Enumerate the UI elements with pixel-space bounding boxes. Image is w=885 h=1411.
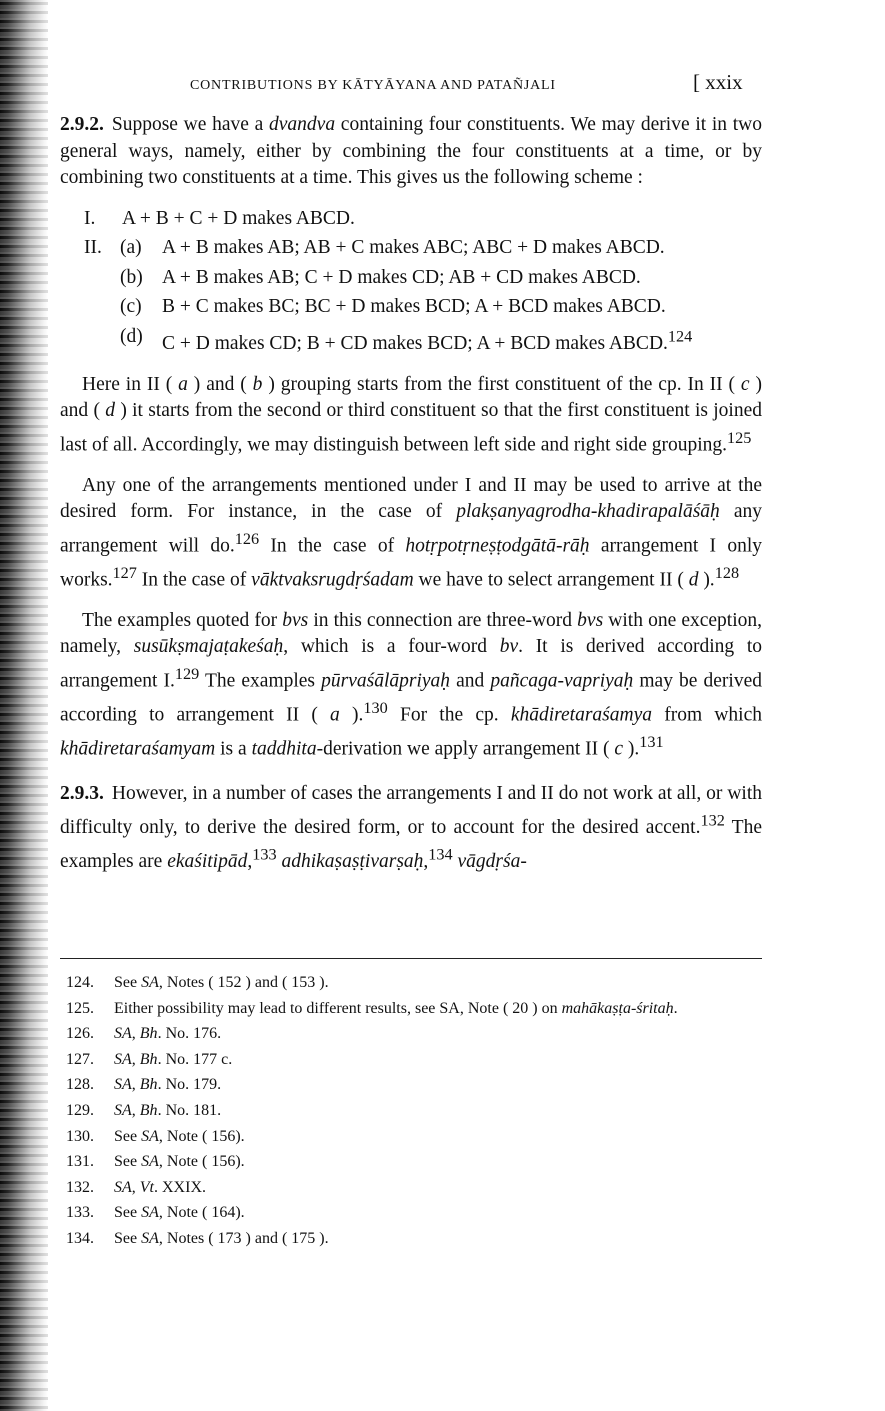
- scheme-row-II-c: [60, 294, 762, 321]
- section-number: 2.9.3.: [60, 782, 104, 804]
- footnote-number: 129.: [66, 1101, 94, 1119]
- scheme-text: A + B + C + D makes ABCD.: [122, 207, 355, 229]
- arrangement-scheme: [60, 206, 762, 358]
- footnote-text: SA, Vt. XXIX.: [114, 1178, 206, 1196]
- footnote-126: [66, 1021, 762, 1047]
- footnote-number: 134.: [66, 1229, 94, 1247]
- scheme-sub-label: (c): [120, 296, 142, 317]
- footnote-number: 128.: [66, 1076, 94, 1094]
- footnote-127: [66, 1047, 762, 1073]
- footnote-125: [66, 996, 762, 1022]
- main-text: [60, 112, 762, 889]
- footnote-text: SA, Bh. No. 177 c.: [114, 1050, 233, 1068]
- footnote-number: 127.: [66, 1050, 94, 1068]
- section-2-9-3: [60, 781, 762, 876]
- scheme-row-II-d: [60, 324, 762, 358]
- footnote-129: [66, 1098, 762, 1124]
- footnote-text: SA, Bh. No. 179.: [114, 1076, 222, 1094]
- scheme-label: II.: [84, 237, 102, 258]
- footnote-130: [66, 1124, 762, 1150]
- paragraph-grouping: Here in II ( a ) and ( b ) grouping starts from the first constituent of the cp. In II ( c ) and ( d ) it starts from the second or third constituent so that the first constituent is joined last of all. Accordingly, we may distinguish between left side and right side grouping.$^{125}$: [60, 373, 763, 455]
- scheme-sub-label: (d): [120, 325, 143, 347]
- scheme-sub-label: (a): [120, 237, 142, 258]
- scheme-row-I: [60, 206, 762, 233]
- scheme-text: B + C makes BC; BC + D makes BCD; A + BCD makes ABCD.: [162, 296, 666, 317]
- footnote-124: [66, 970, 762, 996]
- scheme-label: I.: [84, 207, 96, 229]
- footnote-text: See SA, Note ( 164).: [114, 1204, 245, 1222]
- footnote-132: [66, 1175, 762, 1201]
- scheme-text: A + B makes AB; C + D makes CD; AB + CD makes ABCD.: [162, 266, 641, 288]
- paragraph-arrangement: Any one of the arrangements mentioned under I and II may be used to arrive at the desired form. For instance, in the case of plakṣanyagrodha-khadirapalāśāḥ any arrangement will do.$^{126}$ In the case of hotṛpotṛneṣṭodgātā-rāḥ arrangement I only works.$^{127}$ In the case of vāktvaksrugdṛśadam we have to select arrangement II ( d ).$^{128}$: [60, 474, 763, 590]
- footnote-number: 133.: [66, 1204, 94, 1222]
- footnote-text: SA, Bh. No. 176.: [114, 1025, 222, 1043]
- footnote-text: SA, Bh. No. 181.: [114, 1101, 222, 1119]
- footnote-134: [66, 1226, 762, 1252]
- footnote-text: See SA, Note ( 156).: [114, 1127, 245, 1145]
- section-text: However, in a number of cases the arrangements I and II do not work at all, or with difficulty only, to derive the desired form, or to account for the desired accent.$^{132}$ The examples are ekaśitipād,$^{133}$ adhikaṣaṣṭivarṣaḥ,$^{134}$ vāgdṛśa-: [60, 782, 762, 872]
- scheme-row-II-b: [60, 265, 762, 292]
- scheme-sub-label: (b): [120, 266, 143, 288]
- footnote-number: 132.: [66, 1178, 94, 1196]
- section-text: Suppose we have a dvandva containing four constituents. We may derive it in two general ways, namely, either by combining the four constituents at a time, or by combining two constituents at a time. This gives us the following scheme :: [60, 114, 762, 188]
- scheme-text: C + D makes CD; B + CD makes BCD; A + BCD makes ABCD.$^{124}$: [162, 327, 693, 354]
- footnote-divider: [60, 958, 762, 959]
- scheme-row-II-a: [60, 235, 762, 262]
- footnote-131: [66, 1149, 762, 1175]
- footnote-text: Either possibility may lead to different results, see SA, Note ( 20 ) on mahākaṣṭa-śritaḥ.: [114, 999, 678, 1017]
- footnote-text: See SA, Note ( 156).: [114, 1153, 245, 1171]
- scanned-page-edge: [0, 0, 48, 1411]
- scheme-text: A + B makes AB; AB + C makes ABC; ABC + D makes ABCD.: [162, 237, 665, 258]
- section-number: 2.9.2.: [60, 114, 104, 135]
- paragraph-examples: The examples quoted for bvs in this connection are three-word bvs with one exception, namely, susūkṣmajaṭakeśaḥ, which is a four-word bv. It is derived according to arrangement I.$^{129}$ The examples pūrvaśālāpriyaḥ and pañcaga-vapriyaḥ may be derived according to arrangement II ( a ).$^{130}$ For the cp. khādiretaraśamya from which khādiretaraśamyam is a taddhita-derivation we apply arrangement II ( c ).$^{131}$: [60, 609, 763, 759]
- footnote-number: 131.: [66, 1153, 94, 1171]
- footnote-128: [66, 1072, 762, 1098]
- footnotes: [66, 970, 762, 1252]
- footnote-number: 125.: [66, 999, 94, 1017]
- footnote-number: 124.: [66, 974, 94, 991]
- footnote-text: See SA, Notes ( 173 ) and ( 175 ).: [114, 1229, 329, 1247]
- page-number: [ xxix: [693, 70, 743, 94]
- footnote-text: See SA, Notes ( 152 ) and ( 153 ).: [114, 974, 329, 991]
- footnote-number: 130.: [66, 1127, 94, 1145]
- section-2-9-2: [60, 112, 762, 192]
- footnote-number: 126.: [66, 1025, 94, 1043]
- footnote-133: [66, 1200, 762, 1226]
- page-header: [190, 70, 750, 100]
- running-head: CONTRIBUTIONS BY KĀTYĀYANA AND PATAÑJALI: [190, 78, 556, 93]
